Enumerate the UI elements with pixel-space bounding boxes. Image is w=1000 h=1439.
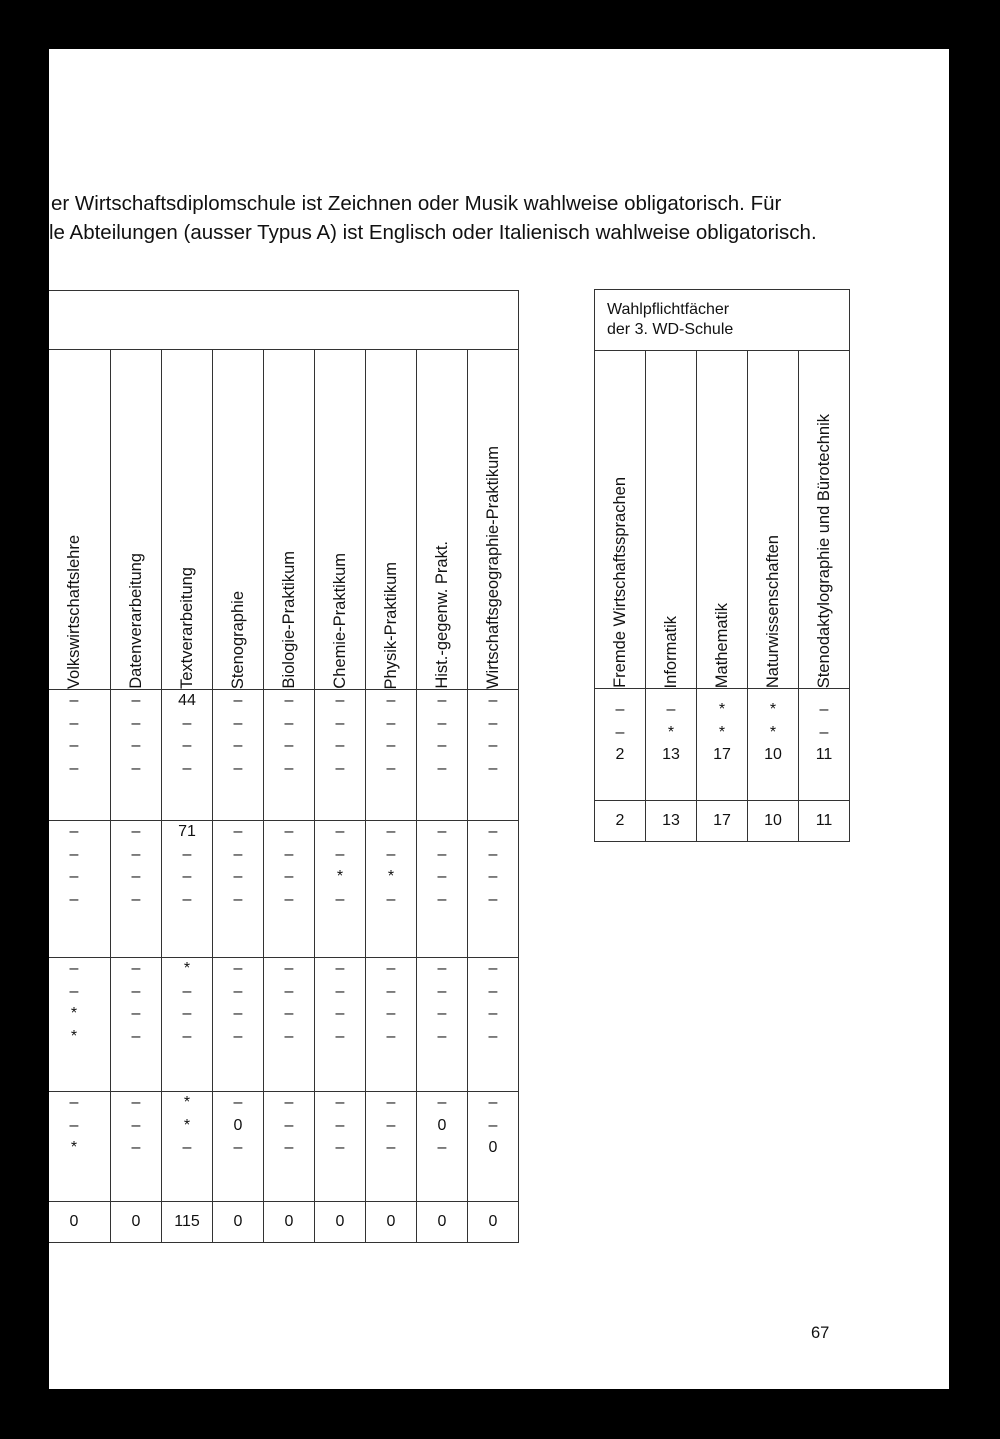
column-header-label: Physik-Praktikum bbox=[381, 561, 400, 689]
cell-value: – bbox=[233, 845, 243, 863]
cell-value: – bbox=[182, 982, 192, 1000]
elective-column-header bbox=[799, 351, 850, 689]
intro-paragraph bbox=[49, 189, 849, 247]
elective-total-cell: 11 bbox=[799, 801, 850, 842]
subjects-table bbox=[49, 290, 519, 1243]
cell-value: – bbox=[335, 737, 345, 754]
cell-value: 0 bbox=[488, 1139, 498, 1156]
cell-value: – bbox=[69, 890, 79, 908]
elective-column-header bbox=[646, 351, 697, 689]
cell-value: – bbox=[233, 868, 243, 885]
intro-line-1: er Wirtschaftsdiplomschule ist Zeichnen oder Musik wahlweise obligatorisch. Für bbox=[51, 192, 782, 215]
cell-value: – bbox=[488, 868, 498, 885]
table-cell bbox=[468, 690, 519, 821]
table-cell bbox=[468, 1092, 519, 1202]
table-cell bbox=[417, 1092, 468, 1202]
cell-value: – bbox=[69, 759, 79, 777]
elective-column-label: Mathematik bbox=[712, 602, 731, 688]
page-number: 67 bbox=[811, 1324, 830, 1342]
cell-value: – bbox=[69, 1116, 79, 1134]
elective-column-label: Naturwissenschaften bbox=[763, 534, 782, 688]
total-cell: 0 bbox=[111, 1202, 162, 1243]
cell-value: – bbox=[386, 1139, 396, 1156]
cell-value: – bbox=[284, 714, 294, 732]
cell-value: – bbox=[182, 714, 192, 732]
cell-value: 10 bbox=[764, 746, 782, 763]
cell-value: – bbox=[386, 1094, 396, 1111]
cell-value: – bbox=[437, 845, 447, 863]
table-cell bbox=[366, 690, 417, 821]
cell-value: – bbox=[131, 960, 141, 977]
column-header bbox=[315, 350, 366, 690]
cell-value: – bbox=[488, 823, 498, 840]
table-cell bbox=[213, 690, 264, 821]
intro-line-2: le Abteilungen (ausser Typus A) ist Englisch oder Italienisch wahlweise obligatorisch. bbox=[49, 221, 817, 244]
column-header-label: Stenographie bbox=[228, 590, 247, 689]
cell-value: – bbox=[437, 982, 447, 1000]
total-cell: 0 bbox=[366, 1202, 417, 1243]
table-cell bbox=[213, 958, 264, 1092]
column-header-label: Chemie-Praktikum bbox=[330, 553, 349, 689]
table-cell bbox=[264, 1092, 315, 1202]
table-cell bbox=[49, 821, 111, 958]
cell-value: – bbox=[233, 1005, 243, 1022]
cell-value: – bbox=[284, 890, 294, 908]
table-cell bbox=[162, 690, 213, 821]
cell-value: * bbox=[667, 723, 675, 741]
cell-value: – bbox=[182, 1027, 192, 1045]
cell-value: – bbox=[335, 1116, 345, 1134]
cell-value: – bbox=[182, 1139, 192, 1156]
total-cell: 0 bbox=[213, 1202, 264, 1243]
cell-value: – bbox=[182, 890, 192, 908]
column-header bbox=[162, 350, 213, 690]
cell-value: * bbox=[183, 1094, 191, 1111]
cell-value: – bbox=[233, 982, 243, 1000]
total-cell: 0 bbox=[468, 1202, 519, 1243]
cell-value: – bbox=[437, 692, 447, 709]
cell-value: – bbox=[335, 1139, 345, 1156]
cell-value: – bbox=[819, 723, 829, 741]
table-cell bbox=[213, 1092, 264, 1202]
cell-value: * bbox=[387, 868, 395, 885]
total-cell: 0 bbox=[315, 1202, 366, 1243]
cell-value: – bbox=[386, 692, 396, 709]
total-cell: 0 bbox=[417, 1202, 468, 1243]
cell-value: – bbox=[233, 890, 243, 908]
table-cell bbox=[111, 958, 162, 1092]
cell-value: 13 bbox=[662, 746, 680, 763]
total-cell: 0 bbox=[49, 1202, 111, 1243]
cell-value: – bbox=[437, 1005, 447, 1022]
cell-value: 0 bbox=[437, 1116, 447, 1134]
total-cell: 0 bbox=[264, 1202, 315, 1243]
cell-value: 0 bbox=[233, 1116, 243, 1134]
table-cell bbox=[468, 821, 519, 958]
cell-value: 17 bbox=[713, 746, 731, 763]
cell-value: * bbox=[70, 1139, 78, 1156]
cell-value: – bbox=[69, 960, 79, 977]
column-header-label: Wirtschaftsgeographie-Praktikum bbox=[483, 445, 502, 689]
table-cell bbox=[366, 821, 417, 958]
table-cell bbox=[366, 1092, 417, 1202]
cell-value: – bbox=[335, 714, 345, 732]
cell-value: – bbox=[335, 1094, 345, 1111]
cell-value: * bbox=[183, 960, 191, 977]
cell-value: – bbox=[386, 737, 396, 754]
column-header bbox=[213, 350, 264, 690]
cell-value: – bbox=[335, 823, 345, 840]
table-cell bbox=[213, 821, 264, 958]
elective-title-line-1: Wahlpflichtfächer bbox=[607, 301, 730, 318]
cell-value: – bbox=[488, 692, 498, 709]
table-cell bbox=[49, 1092, 111, 1202]
table-header-blank bbox=[49, 291, 519, 350]
cell-value: – bbox=[284, 759, 294, 777]
cell-value: – bbox=[488, 1027, 498, 1045]
cell-value: – bbox=[69, 982, 79, 1000]
column-header-label: Datenverarbeitung bbox=[126, 553, 145, 689]
elective-column-header bbox=[697, 351, 748, 689]
cell-value: – bbox=[131, 1094, 141, 1111]
table-cell bbox=[315, 958, 366, 1092]
cell-value: – bbox=[131, 1005, 141, 1022]
cell-value: – bbox=[182, 845, 192, 863]
cell-value: – bbox=[131, 1139, 141, 1156]
cell-value: – bbox=[131, 868, 141, 885]
elective-total-cell: 17 bbox=[697, 801, 748, 842]
cell-value: – bbox=[131, 737, 141, 754]
cell-value: * bbox=[718, 723, 726, 741]
cell-value: – bbox=[131, 1027, 141, 1045]
table-cell bbox=[111, 1092, 162, 1202]
cell-value: – bbox=[488, 982, 498, 1000]
cell-value: – bbox=[488, 759, 498, 777]
elective-column-header bbox=[595, 351, 646, 689]
cell-value: – bbox=[335, 890, 345, 908]
cell-value: – bbox=[233, 823, 243, 840]
column-header bbox=[417, 350, 468, 690]
column-header bbox=[49, 350, 111, 690]
cell-value: – bbox=[488, 1116, 498, 1134]
cell-value: * bbox=[769, 701, 777, 718]
cell-value: – bbox=[386, 1005, 396, 1022]
elective-total-cell: 10 bbox=[748, 801, 799, 842]
cell-value: 44 bbox=[178, 692, 196, 709]
cell-value: * bbox=[70, 1027, 78, 1045]
cell-value: – bbox=[615, 723, 625, 741]
cell-value: – bbox=[386, 960, 396, 977]
table-cell bbox=[264, 821, 315, 958]
cell-value: – bbox=[69, 692, 79, 709]
cell-value: – bbox=[131, 1116, 141, 1134]
cell-value: – bbox=[69, 845, 79, 863]
cell-value: – bbox=[386, 890, 396, 908]
cell-value: – bbox=[284, 737, 294, 754]
elective-column-label: Fremde Wirtschaftssprachen bbox=[610, 477, 629, 688]
cell-value: – bbox=[284, 1094, 294, 1111]
cell-value: – bbox=[233, 1139, 243, 1156]
table-cell bbox=[162, 1092, 213, 1202]
cell-value: – bbox=[182, 868, 192, 885]
table-cell bbox=[264, 690, 315, 821]
cell-value: – bbox=[182, 737, 192, 754]
cell-value: – bbox=[131, 714, 141, 732]
table-cell bbox=[315, 1092, 366, 1202]
cell-value: – bbox=[386, 714, 396, 732]
cell-value: – bbox=[386, 759, 396, 777]
table-cell bbox=[315, 821, 366, 958]
elective-subjects-table bbox=[594, 289, 850, 842]
column-header bbox=[468, 350, 519, 690]
table-cell bbox=[49, 958, 111, 1092]
table-cell bbox=[162, 821, 213, 958]
elective-cell bbox=[799, 689, 850, 801]
cell-value: * bbox=[183, 1116, 191, 1134]
table-cell bbox=[366, 958, 417, 1092]
column-header bbox=[264, 350, 315, 690]
cell-value: – bbox=[437, 868, 447, 885]
cell-value: – bbox=[488, 890, 498, 908]
cell-value: 2 bbox=[615, 746, 625, 763]
cell-value: – bbox=[284, 1139, 294, 1156]
column-header-label: Hist.-gegenw. Prakt. bbox=[432, 541, 451, 689]
cell-value: – bbox=[386, 982, 396, 1000]
elective-total-cell: 13 bbox=[646, 801, 697, 842]
cell-value: – bbox=[69, 868, 79, 885]
cell-value: – bbox=[437, 823, 447, 840]
cell-value: – bbox=[335, 1005, 345, 1022]
elective-title bbox=[595, 290, 850, 351]
cell-value: – bbox=[437, 890, 447, 908]
cell-value: – bbox=[335, 692, 345, 709]
total-cell: 115 bbox=[162, 1202, 213, 1243]
cell-value: – bbox=[284, 823, 294, 840]
table-cell bbox=[49, 690, 111, 821]
elective-cell bbox=[595, 689, 646, 801]
cell-value: – bbox=[488, 737, 498, 754]
cell-value: – bbox=[488, 845, 498, 863]
cell-value: – bbox=[131, 845, 141, 863]
cell-value: – bbox=[437, 737, 447, 754]
cell-value: – bbox=[131, 759, 141, 777]
elective-column-label: Informatik bbox=[661, 615, 680, 688]
cell-value: – bbox=[819, 701, 829, 718]
cell-value: – bbox=[69, 737, 79, 754]
column-header bbox=[111, 350, 162, 690]
cell-value: 71 bbox=[178, 823, 196, 840]
elective-title-line-2: der 3. WD-Schule bbox=[607, 321, 734, 338]
cell-value: – bbox=[335, 845, 345, 863]
cell-value: – bbox=[69, 714, 79, 732]
table-cell bbox=[417, 821, 468, 958]
cell-value: – bbox=[233, 960, 243, 977]
cell-value: * bbox=[336, 868, 344, 885]
cell-value: – bbox=[335, 960, 345, 977]
elective-total-cell: 2 bbox=[595, 801, 646, 842]
column-header bbox=[366, 350, 417, 690]
cell-value: – bbox=[131, 982, 141, 1000]
column-header-label: Volkswirtschaftslehre bbox=[64, 534, 83, 689]
cell-value: – bbox=[131, 692, 141, 709]
cell-value: – bbox=[437, 714, 447, 732]
elective-cell bbox=[748, 689, 799, 801]
cell-value: – bbox=[284, 1005, 294, 1022]
cell-value: – bbox=[182, 759, 192, 777]
cell-value: – bbox=[131, 823, 141, 840]
table-cell bbox=[315, 690, 366, 821]
column-header-label: Biologie-Praktikum bbox=[279, 551, 298, 689]
cell-value: – bbox=[335, 759, 345, 777]
cell-value: – bbox=[386, 823, 396, 840]
cell-value: – bbox=[386, 1027, 396, 1045]
document-page bbox=[49, 49, 949, 1389]
cell-value: – bbox=[233, 1027, 243, 1045]
cell-value: – bbox=[284, 692, 294, 709]
table-cell bbox=[111, 821, 162, 958]
table-cell bbox=[417, 690, 468, 821]
table-cell bbox=[468, 958, 519, 1092]
cell-value: * bbox=[70, 1005, 78, 1022]
table-cell bbox=[111, 690, 162, 821]
elective-column-label: Stenodaktylographie und Bürotechnik bbox=[814, 413, 833, 688]
column-header-label: Textverarbeitung bbox=[177, 567, 196, 689]
cell-value: – bbox=[233, 692, 243, 709]
cell-value: – bbox=[488, 1094, 498, 1111]
elective-cell bbox=[697, 689, 748, 801]
cell-value: * bbox=[718, 701, 726, 718]
cell-value: – bbox=[488, 1005, 498, 1022]
cell-value: – bbox=[284, 982, 294, 1000]
cell-value: – bbox=[488, 960, 498, 977]
cell-value: – bbox=[233, 714, 243, 732]
cell-value: – bbox=[69, 823, 79, 840]
cell-value: – bbox=[666, 701, 676, 718]
cell-value: – bbox=[615, 701, 625, 718]
cell-value: – bbox=[233, 737, 243, 754]
cell-value: – bbox=[437, 960, 447, 977]
table-cell bbox=[162, 958, 213, 1092]
table-cell bbox=[264, 958, 315, 1092]
cell-value: – bbox=[284, 1116, 294, 1134]
cell-value: – bbox=[182, 1005, 192, 1022]
cell-value: – bbox=[284, 845, 294, 863]
cell-value: – bbox=[284, 960, 294, 977]
table-cell bbox=[417, 958, 468, 1092]
cell-value: – bbox=[131, 890, 141, 908]
cell-value: – bbox=[437, 1027, 447, 1045]
cell-value: – bbox=[437, 759, 447, 777]
cell-value: – bbox=[335, 1027, 345, 1045]
cell-value: * bbox=[769, 723, 777, 741]
cell-value: – bbox=[284, 868, 294, 885]
cell-value: – bbox=[69, 1094, 79, 1111]
cell-value: – bbox=[284, 1027, 294, 1045]
cell-value: – bbox=[437, 1139, 447, 1156]
cell-value: – bbox=[437, 1094, 447, 1111]
elective-cell bbox=[646, 689, 697, 801]
cell-value: – bbox=[335, 982, 345, 1000]
cell-value: – bbox=[233, 759, 243, 777]
elective-column-header bbox=[748, 351, 799, 689]
cell-value: 11 bbox=[815, 746, 833, 763]
cell-value: – bbox=[386, 845, 396, 863]
cell-value: – bbox=[233, 1094, 243, 1111]
cell-value: – bbox=[386, 1116, 396, 1134]
cell-value: – bbox=[488, 714, 498, 732]
